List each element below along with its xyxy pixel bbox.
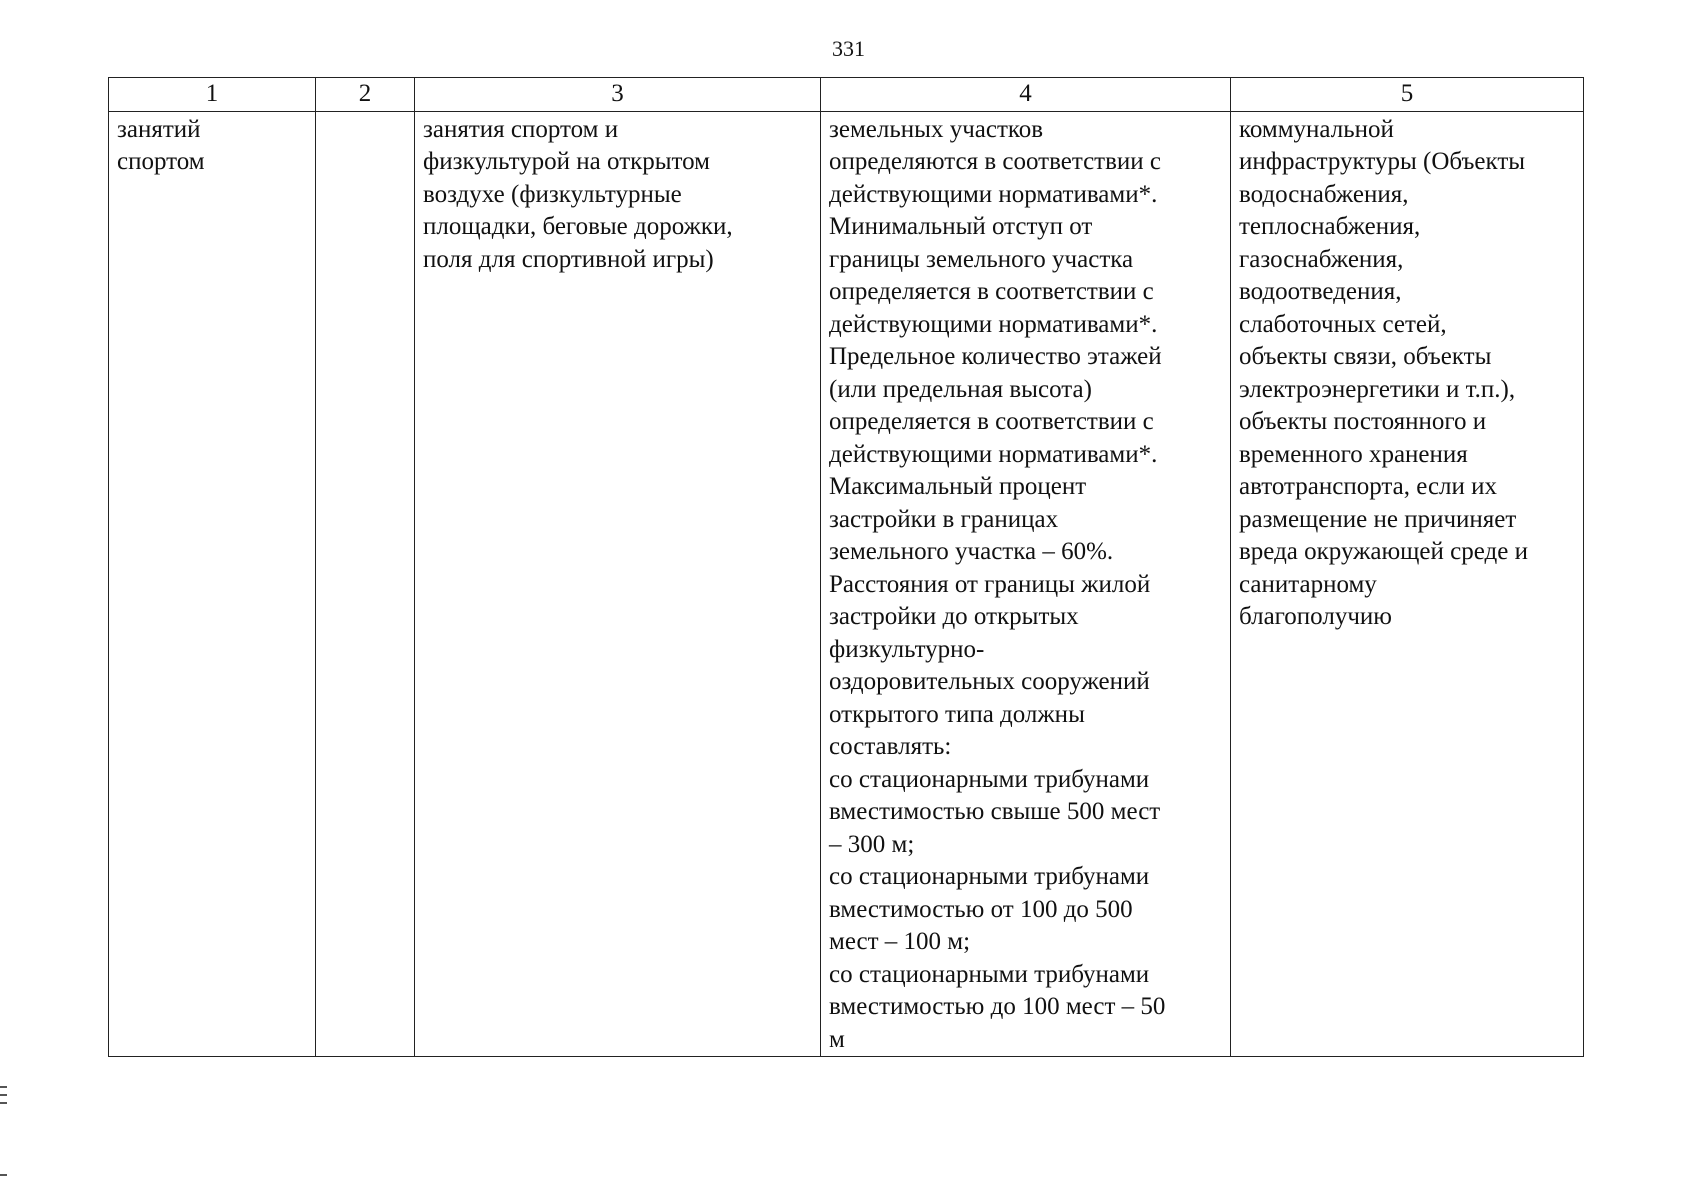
table-row — [109, 111, 1584, 1057]
margin-mark — [0, 1102, 7, 1104]
cell-code — [316, 111, 415, 1057]
header-row — [109, 78, 1584, 112]
column-header-4: 4 — [821, 78, 1231, 112]
cell-parameters: земельных участков определяются в соответствии с действующими нормативами*. Минимальный отступ от границы земельного участка определяется в соответствии с действующими нормативами*. Предельное количество этажей (или предельная высота) определяется в соответствии с действующими нормативами*. Максимальный процент застройки в границах земельного участка – 60%. Расстояния от границы жилой застройки до открытых физкультурно- оздоровительных сооружений открытого типа должны составлять: со стационарными трибунами вместимостью свыше 500 мест – 300 м; со стационарными трибунами вместимостью от 100 до 500 мест – 100 м; со стационарными трибунами вместимостью до 100 мест – 50 м — [821, 111, 1231, 1057]
column-header-5: 5 — [1231, 78, 1584, 112]
regulations-table — [108, 77, 1584, 1057]
column-header-3: 3 — [415, 78, 821, 112]
margin-mark — [0, 1094, 7, 1096]
column-header-1: 1 — [109, 78, 316, 112]
margin-mark — [0, 1174, 7, 1176]
cell-auxiliary-uses: коммунальной инфраструктуры (Объекты водоснабжения, теплоснабжения, газоснабжения, водоотведения, слаботочных сетей, объекты связи, объекты электроэнергетики и т.п.), объекты постоянного и временного хранения автотранспорта, если их размещение не причиняет вреда окружающей среде и санитарному благополучию — [1231, 111, 1584, 1057]
page-number: 331 — [832, 36, 865, 61]
column-header-2: 2 — [316, 78, 415, 112]
cell-use-type: занятий спортом — [109, 111, 316, 1057]
margin-mark — [0, 1086, 7, 1088]
cell-description: занятия спортом и физкультурой на открытом воздухе (физкультурные площадки, беговые дорожки, поля для спортивной игры) — [415, 111, 821, 1057]
